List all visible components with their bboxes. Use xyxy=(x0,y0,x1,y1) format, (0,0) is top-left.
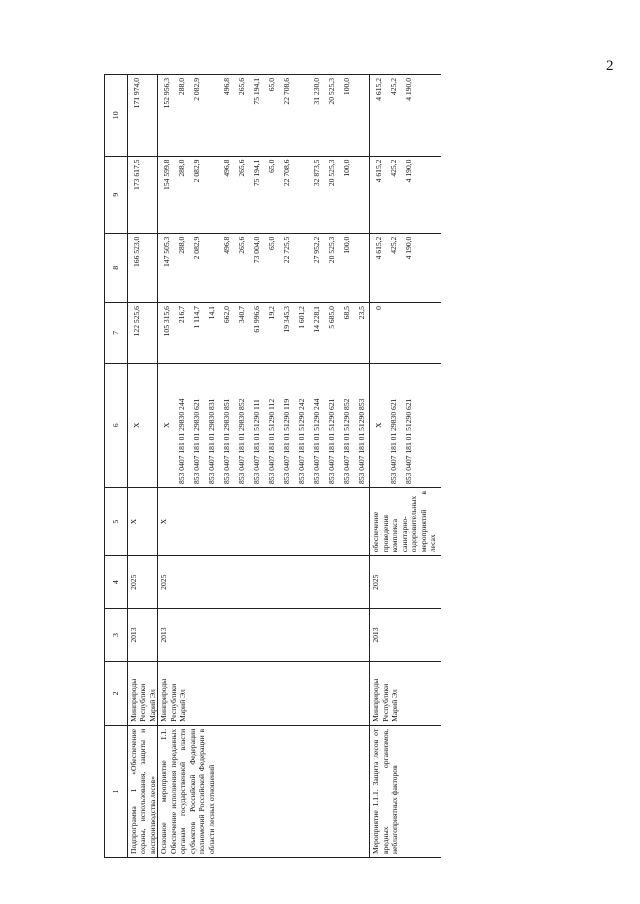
value-line-9: 65,0 xyxy=(267,159,277,173)
value-line-8 xyxy=(204,237,219,299)
value-line-8: 496,8 xyxy=(222,236,232,254)
filler-cell xyxy=(438,363,441,487)
budget-code-line: 853 0407 181 01 29830 851 xyxy=(222,398,232,485)
budget-code-line: 853 0407 181 01 51290 852 xyxy=(342,398,352,485)
results-cell: X xyxy=(158,488,370,556)
value-line-8: 2 082,9 xyxy=(192,236,202,260)
filler-cell xyxy=(438,488,441,556)
value-line-9 xyxy=(204,160,219,230)
filler-cell xyxy=(438,303,441,364)
value-line-8 xyxy=(294,237,309,299)
value-line-9: 496,8 xyxy=(222,159,232,177)
budget-code-line: 853 0407 181 01 29830 852 xyxy=(237,398,247,485)
value-line-7: 662,0 xyxy=(222,306,232,324)
value-line-8: 425,2 xyxy=(389,236,399,254)
value-line-9: 20 525,3 xyxy=(327,159,337,187)
value-line-9: 4 615,2 xyxy=(374,159,384,183)
budget-code-line: 853 0407 181 01 51290 119 xyxy=(282,398,292,485)
value-line-7: 105 315,6 xyxy=(162,306,172,337)
filler-cell xyxy=(438,233,441,302)
header-row xyxy=(105,75,128,858)
budget-code-line: 853 0407 181 01 29830 831 xyxy=(207,398,217,485)
value-line-8: 20 525,3 xyxy=(327,236,337,264)
header-cell: 5 xyxy=(105,488,128,556)
value-line-8: 27 952,2 xyxy=(312,236,322,264)
value-line-9: 4 190,0 xyxy=(404,159,414,183)
budget-code-line: X xyxy=(132,422,141,429)
header-cell: 2 xyxy=(105,662,128,726)
budget-code-cell xyxy=(128,363,158,487)
section-row xyxy=(158,75,370,858)
budget-code-line: 853 0407 181 01 51290 621 xyxy=(404,398,414,485)
value-line-10: 4 615,2 xyxy=(374,78,384,101)
value-line-10: 4 190,0 xyxy=(404,78,414,101)
budget-code-line: 853 0407 181 01 51290 242 xyxy=(297,398,307,485)
table-body xyxy=(128,75,441,858)
value-cell-9 xyxy=(158,156,370,233)
value-line-7: 1 114,7 xyxy=(192,306,202,329)
rotated-table-container xyxy=(104,74,536,858)
value-line-8: 147 505,3 xyxy=(162,236,172,268)
filler-cell xyxy=(438,609,441,662)
budget-code-line: 853 0407 181 01 51290 853 xyxy=(357,398,367,485)
value-line-10: 65,0 xyxy=(267,78,277,92)
item-name-cell: Основное мероприятие 1.1. Обеспечение исполнения переданных органам государственной власти субъектов Российской Федерации полномочий Российской Федерации в области лесных отношений xyxy=(158,725,370,857)
value-line-7: 23,5 xyxy=(357,306,367,320)
header-cell: 6 xyxy=(105,363,128,487)
value-line-10: 425,2 xyxy=(389,78,399,96)
filler-cell xyxy=(438,556,441,609)
end-year-cell: 2025 xyxy=(128,556,158,609)
start-year-cell: 2013 xyxy=(158,609,370,662)
header-cell: 3 xyxy=(105,609,128,662)
executor-cell: Минприроды Республики Марий Эл xyxy=(370,662,438,726)
value-line-7: 14 228,1 xyxy=(312,306,322,333)
value-line-10: 171 974,0 xyxy=(132,78,141,109)
value-line-10: 31 230,0 xyxy=(312,78,322,105)
start-year-cell: 2013 xyxy=(128,609,158,662)
value-line-8: 166 523,0 xyxy=(132,236,141,268)
budget-code-line: X xyxy=(162,422,172,429)
value-line-8 xyxy=(354,237,369,299)
results-cell: X xyxy=(128,488,158,556)
budget-code-cell xyxy=(158,363,370,487)
value-line-7: 1 601,2 xyxy=(297,306,307,329)
value-line-10 xyxy=(294,78,309,153)
value-line-8: 100,0 xyxy=(342,236,352,254)
start-year-cell: 2013 xyxy=(370,609,438,662)
value-line-7: 122 525,6 xyxy=(132,306,141,337)
value-line-7: 340,7 xyxy=(237,306,247,324)
budget-code-line: 853 0407 181 01 29830 621 xyxy=(192,398,202,485)
value-line-9: 173 617,5 xyxy=(132,159,141,190)
value-cell-9 xyxy=(128,156,158,233)
value-line-9 xyxy=(294,160,309,230)
value-line-9: 75 194,1 xyxy=(252,159,262,187)
value-line-7: 19,2 xyxy=(267,306,277,320)
executor-cell: Минприроды Республики Марий Эл xyxy=(158,662,370,726)
value-line-10: 288,0 xyxy=(177,78,187,96)
value-line-7 xyxy=(401,306,416,360)
value-line-8: 4 615,2 xyxy=(374,236,384,260)
value-line-7: 61 996,6 xyxy=(252,306,262,333)
value-line-10 xyxy=(204,78,219,153)
value-line-9: 154 599,8 xyxy=(162,159,172,190)
value-line-8: 65,0 xyxy=(267,236,277,250)
section-row xyxy=(370,75,438,858)
header-cell: 9 xyxy=(105,156,128,233)
value-line-10: 152 956,3 xyxy=(162,78,172,109)
header-cell: 7 xyxy=(105,303,128,364)
header-cell: 8 xyxy=(105,233,128,302)
budget-code-line: 853 0407 181 01 51290 111 xyxy=(252,399,262,485)
filler-cell xyxy=(438,75,441,157)
value-line-7: 14,1 xyxy=(207,306,217,320)
value-line-10: 22 708,6 xyxy=(282,78,292,105)
value-line-7: 216,7 xyxy=(177,306,187,324)
end-year-cell: 2025 xyxy=(158,556,370,609)
header-cell: 1 xyxy=(105,725,128,857)
value-line-10: 496,8 xyxy=(222,78,232,96)
executor-cell: Минприроды Республики Марий Эл xyxy=(128,662,158,726)
budget-code-line: 853 0407 181 01 51290 112 xyxy=(267,398,277,485)
value-line-10: 265,6 xyxy=(237,78,247,96)
value-line-10: 75 194,1 xyxy=(252,78,262,105)
item-name-cell: Подпрограмма 1 «Обеспечение охраны, использования, защиты и воспроизводства лесов» xyxy=(128,725,158,857)
value-cell-8 xyxy=(370,233,438,302)
value-line-7: 19 345,3 xyxy=(282,306,292,333)
results-cell: обеспечение проведения комплекса санитарно-оздоровительных мероприятий в лесах xyxy=(370,488,438,556)
value-cell-8 xyxy=(158,233,370,302)
page-number: 2 xyxy=(606,58,614,74)
value-cell-10 xyxy=(128,75,158,157)
value-cell-7 xyxy=(370,303,438,364)
value-cell-10 xyxy=(158,75,370,157)
value-line-8: 265,6 xyxy=(237,236,247,254)
value-line-8: 4 190,0 xyxy=(404,236,414,260)
budget-code-line: 853 0407 181 01 51290 621 xyxy=(327,398,337,485)
header-cell: 10 xyxy=(105,75,128,157)
value-line-7: 68,5 xyxy=(342,306,352,320)
value-line-10: 2 082,9 xyxy=(192,78,202,101)
filler-row xyxy=(438,75,441,858)
value-line-9: 288,0 xyxy=(177,159,187,177)
value-line-9: 265,6 xyxy=(237,159,247,177)
value-line-10 xyxy=(354,78,369,153)
value-cell-9 xyxy=(370,156,438,233)
value-line-10: 20 525,3 xyxy=(327,78,337,105)
value-cell-8 xyxy=(128,233,158,302)
end-year-cell: 2025 xyxy=(370,556,438,609)
filler-cell xyxy=(438,725,441,857)
value-cell-7 xyxy=(158,303,370,364)
budget-code-line: 853 0407 181 01 29830 621 xyxy=(389,398,399,485)
header-cell: 4 xyxy=(105,556,128,609)
value-line-9: 32 873,5 xyxy=(312,159,322,187)
budget-code-line: 853 0407 181 01 51290 244 xyxy=(312,398,322,485)
value-line-9: 2 082,9 xyxy=(192,159,202,183)
value-line-10: 100,0 xyxy=(342,78,352,96)
value-line-9 xyxy=(354,160,369,230)
value-line-7: 0 xyxy=(374,306,384,310)
filler-cell xyxy=(438,156,441,233)
value-line-8: 288,0 xyxy=(177,236,187,254)
value-line-7: 5 685,0 xyxy=(327,306,337,329)
budget-code-cell xyxy=(370,363,438,487)
value-line-9: 22 708,6 xyxy=(282,159,292,187)
value-line-8: 73 004,0 xyxy=(252,236,262,264)
section-row xyxy=(128,75,158,858)
value-cell-10 xyxy=(370,75,438,157)
value-line-9: 425,2 xyxy=(389,159,399,177)
value-line-7 xyxy=(386,306,401,360)
filler-cell xyxy=(438,662,441,726)
value-cell-7 xyxy=(128,303,158,364)
value-line-9: 100,0 xyxy=(342,159,352,177)
program-table xyxy=(104,74,441,858)
value-line-8: 22 725,5 xyxy=(282,236,292,264)
budget-code-line: X xyxy=(374,422,384,429)
item-name-cell: Мероприятие 1.1.1. Защита лесов от вредных организмов, неблагоприятных факторов xyxy=(370,725,438,857)
budget-code-line: 853 0407 181 01 29830 244 xyxy=(177,398,187,485)
